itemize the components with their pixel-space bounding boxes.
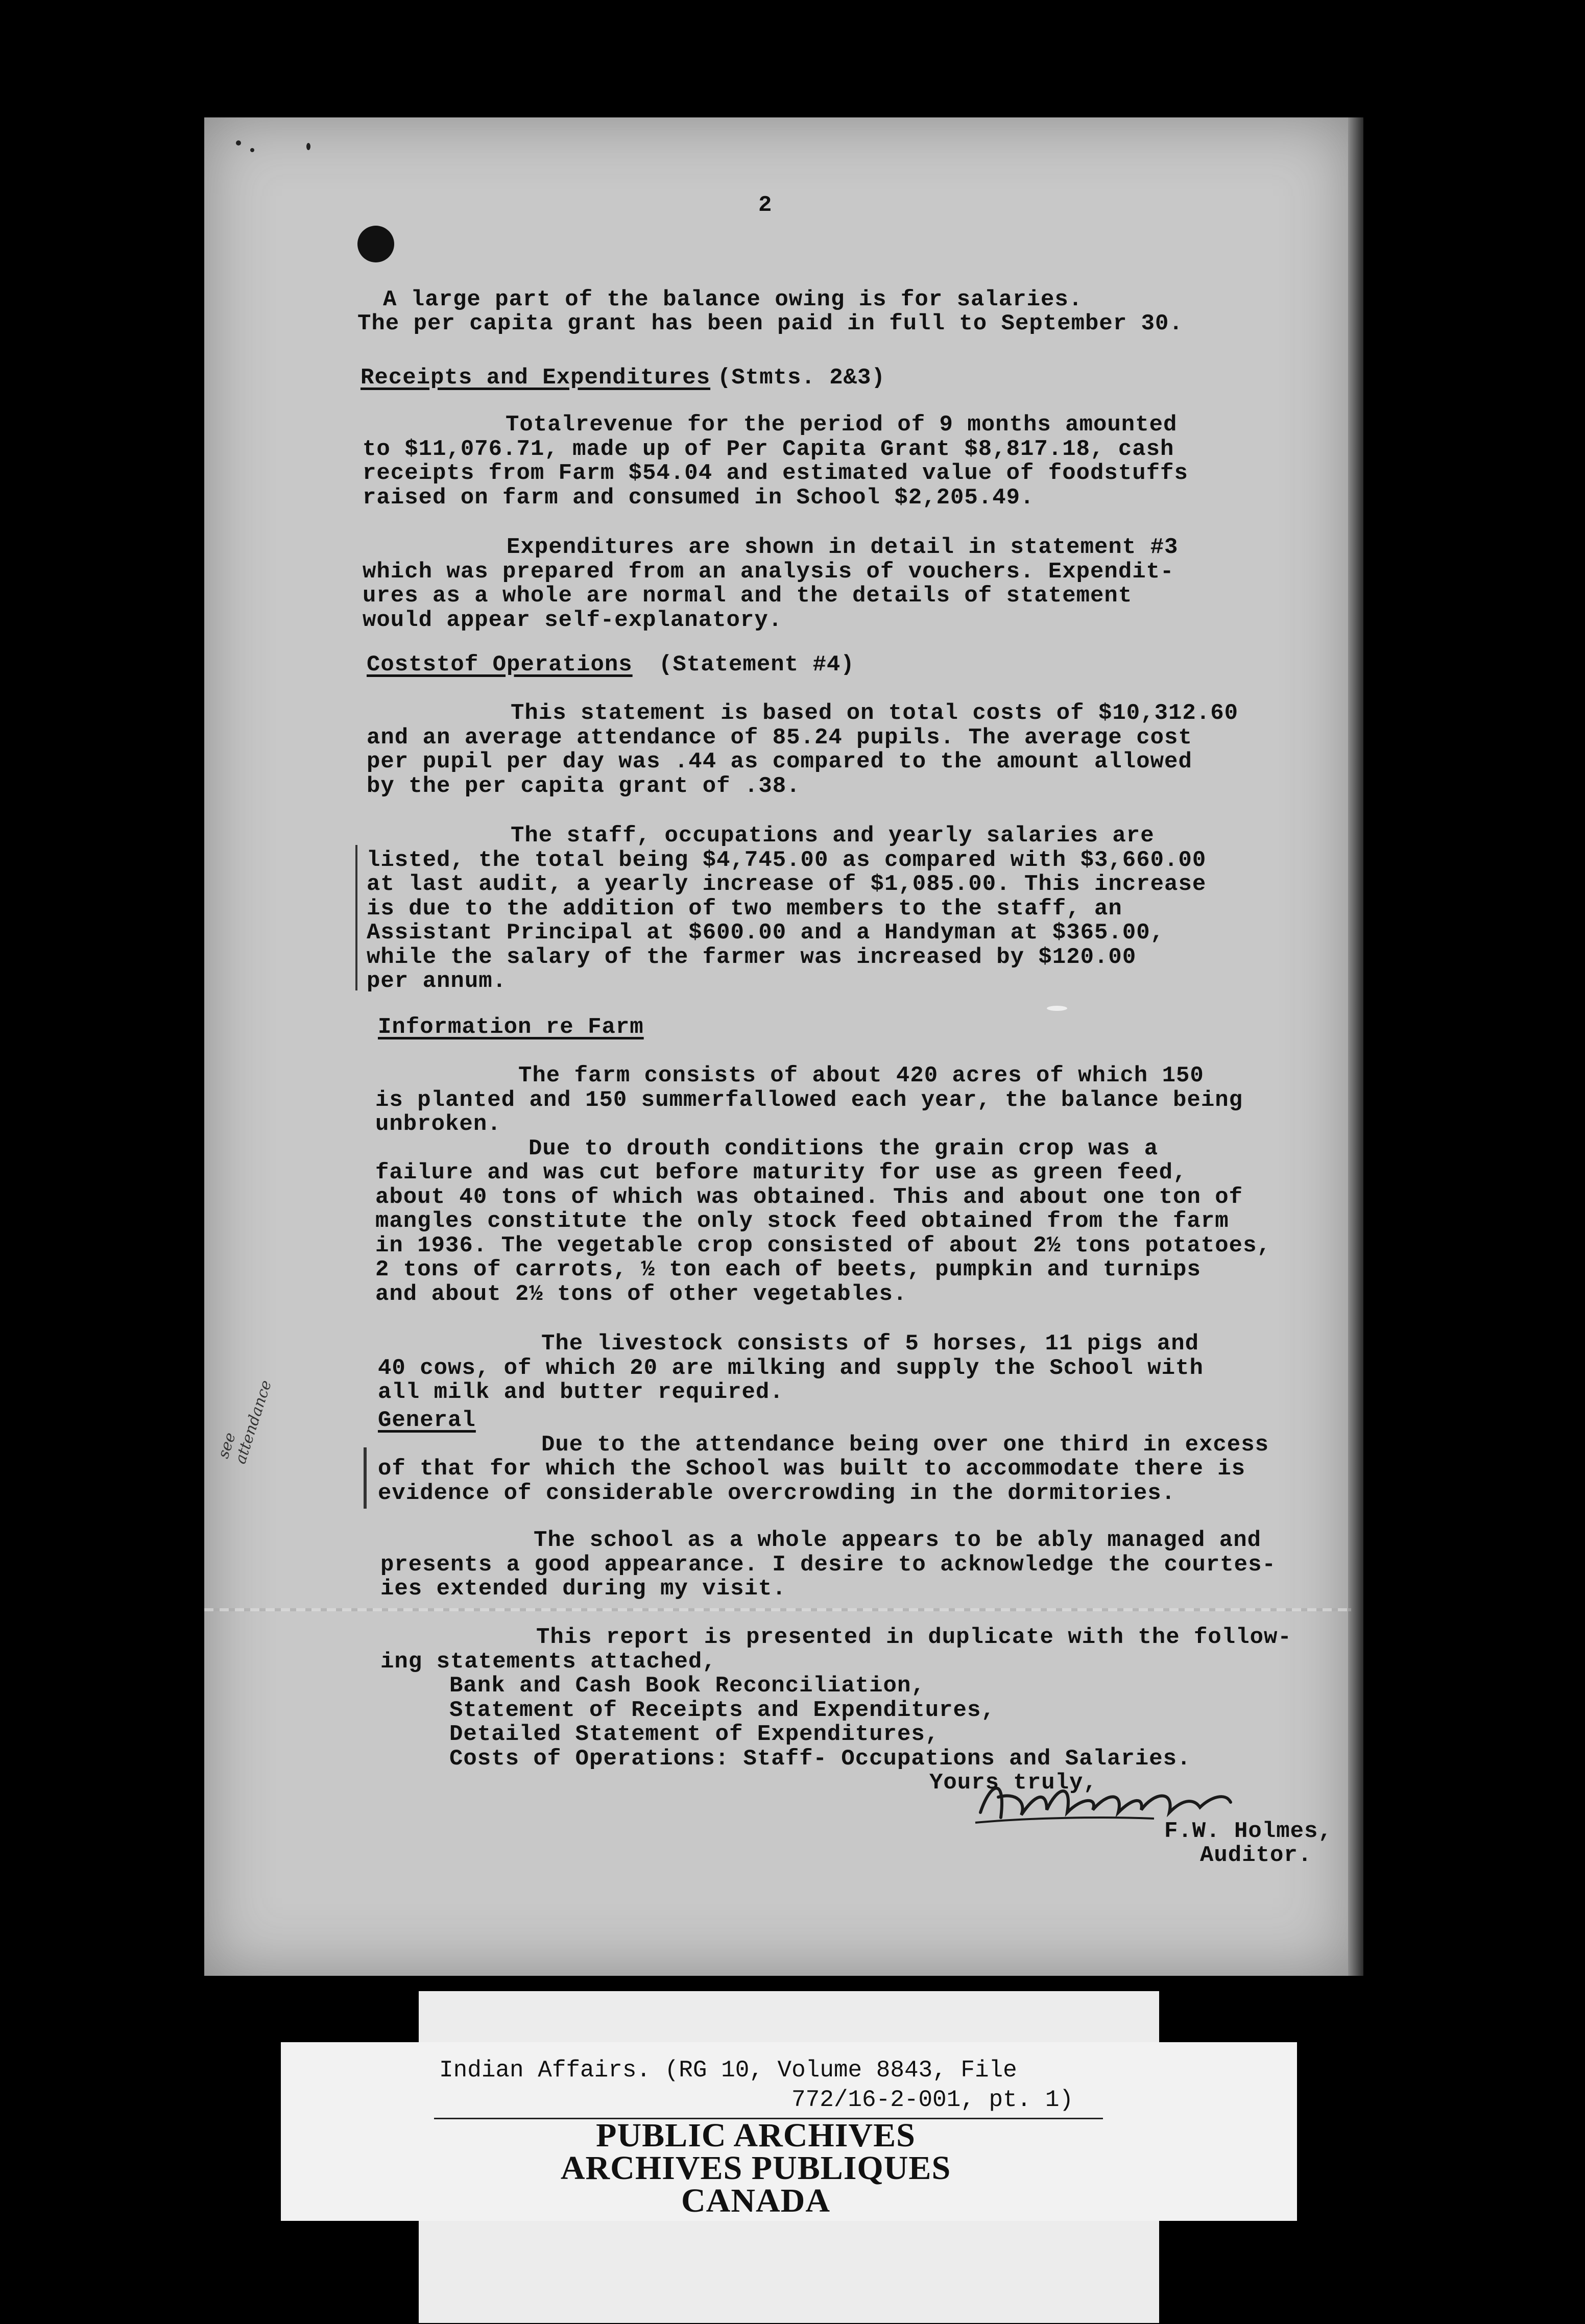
text-line: receipts from Farm $54.04 and estimated value of foodstuffs: [363, 461, 1188, 486]
text-line: Costs of Operations: Staff- Occupations and Salaries.: [449, 1746, 1191, 1772]
speck: [306, 143, 310, 150]
text-line: and about 2½ tons of other vegetables.: [375, 1281, 907, 1307]
tear-line: [204, 1608, 1351, 1611]
text-line: A large part of the balance owing is for salaries.: [383, 287, 1083, 312]
text-line: ies extended during my visit.: [380, 1576, 786, 1602]
archive-reference-line-2: 772/16-2-001, pt. 1): [791, 2087, 1074, 2113]
text-line: failure and was cut before maturity for use as green feed,: [375, 1160, 1187, 1185]
section-heading: Receipts and Expenditures: [361, 365, 711, 391]
text-line: Expenditures are shown in detail in statement #3: [507, 535, 1179, 560]
text-line: about 40 tons of which was obtained. This and about one ton of: [375, 1184, 1243, 1210]
speck: [250, 148, 254, 152]
text-line: would appear self-explanatory.: [363, 608, 783, 633]
punch-hole: [357, 226, 394, 262]
archives-stamp-line-2: ARCHIVES PUBLIQUES: [560, 2149, 951, 2187]
section-heading: Information re Farm: [378, 1014, 644, 1040]
text-line: at last audit, a yearly increase of $1,085.00. This increase: [367, 872, 1207, 897]
text-line: by the per capita grant of .38.: [367, 773, 801, 799]
text-line: Due to the attendance being over one third in excess: [541, 1432, 1269, 1458]
text-line: Totalrevenue for the period of 9 months amounted: [506, 412, 1178, 438]
text-line: raised on farm and consumed in School $2,205.49.: [363, 485, 1035, 511]
text-line: listed, the total being $4,745.00 as compared with $3,660.00: [367, 848, 1207, 873]
text-line: Auditor.: [1200, 1843, 1312, 1868]
text-line: F.W. Holmes,: [1164, 1819, 1332, 1844]
section-heading: General: [378, 1408, 476, 1433]
text-line: unbroken.: [375, 1111, 501, 1137]
text-line: all milk and butter required.: [378, 1379, 784, 1405]
text-line: per annum.: [367, 969, 507, 994]
speck: [236, 140, 241, 146]
text-line: while the salary of the farmer was increased by $120.00: [367, 945, 1137, 970]
archive-reference-line-1: Indian Affairs. (RG 10, Volume 8843, File: [439, 2057, 1017, 2084]
text-line: The farm consists of about 420 acres of which 150: [518, 1063, 1204, 1088]
text-line: The staff, occupations and yearly salaries are: [511, 823, 1155, 849]
text-line: evidence of considerable overcrowding in the dormitories.: [378, 1481, 1176, 1506]
text-line: is due to the addition of two members to the staff, an: [367, 896, 1122, 922]
text-line: presents a good appearance. I desire to acknowledge the courtes-: [380, 1552, 1276, 1578]
text-line: Yours truly,: [929, 1770, 1097, 1796]
text-line: The school as a whole appears to be ably managed and: [534, 1528, 1262, 1553]
text-line: 2 tons of carrots, ½ ton each of beets, pumpkin and turnips: [375, 1257, 1201, 1282]
text-line: is planted and 150 summerfallowed each year, the balance being: [375, 1087, 1243, 1113]
text-line: per pupil per day was .44 as compared to the amount allowed: [367, 749, 1192, 774]
margin-bar: [355, 845, 357, 990]
handwritten-signature: [970, 1761, 1236, 1841]
archives-stamp-line-3: CANADA: [681, 2182, 830, 2219]
text-line: which was prepared from an analysis of vouchers. Expendit-: [363, 559, 1174, 585]
text-line: to $11,076.71, made up of Per Capita Grant $8,817.18, cash: [363, 437, 1174, 462]
text-line: Assistant Principal at $600.00 and a Handyman at $365.00,: [367, 920, 1165, 946]
text-line: Statement of Receipts and Expenditures,: [449, 1698, 995, 1723]
text-line: Detailed Statement of Expenditures,: [449, 1722, 940, 1747]
text-line: (Stmts. 2&3): [717, 365, 885, 391]
text-line: 40 cows, of which 20 are milking and supply the School with: [378, 1355, 1204, 1381]
speck: [1047, 1006, 1067, 1011]
text-line: ing statements attached,: [380, 1649, 716, 1675]
margin-handwritten-note: see attendance: [214, 1378, 276, 1466]
text-line: and an average attendance of 85.24 pupils. The average cost: [367, 725, 1192, 751]
text-line: in 1936. The vegetable crop consisted of about 2½ tons potatoes,: [375, 1233, 1271, 1258]
text-line: ures as a whole are normal and the details of statement: [363, 583, 1133, 609]
text-line: This statement is based on total costs of $10,312.60: [511, 700, 1239, 726]
text-line: of that for which the School was built to accommodate there is: [378, 1456, 1246, 1482]
page-number: 2: [758, 192, 773, 218]
text-line: (Statement #4): [659, 652, 855, 677]
margin-bar: [364, 1447, 367, 1509]
text-line: The per capita grant has been paid in full to September 30.: [357, 311, 1183, 336]
section-heading: Coststof Operations: [367, 652, 633, 677]
page-edge: [1348, 117, 1363, 1976]
archives-stamp-line-1: PUBLIC ARCHIVES: [596, 2117, 916, 2154]
text-line: Due to drouth conditions the grain crop was a: [529, 1136, 1159, 1161]
text-line: Bank and Cash Book Reconciliation,: [449, 1673, 925, 1699]
text-line: The livestock consists of 5 horses, 11 pigs and: [541, 1331, 1199, 1357]
text-line: This report is presented in duplicate with the follow-: [536, 1625, 1292, 1650]
text-line: mangles constitute the only stock feed obtained from the farm: [375, 1208, 1229, 1234]
